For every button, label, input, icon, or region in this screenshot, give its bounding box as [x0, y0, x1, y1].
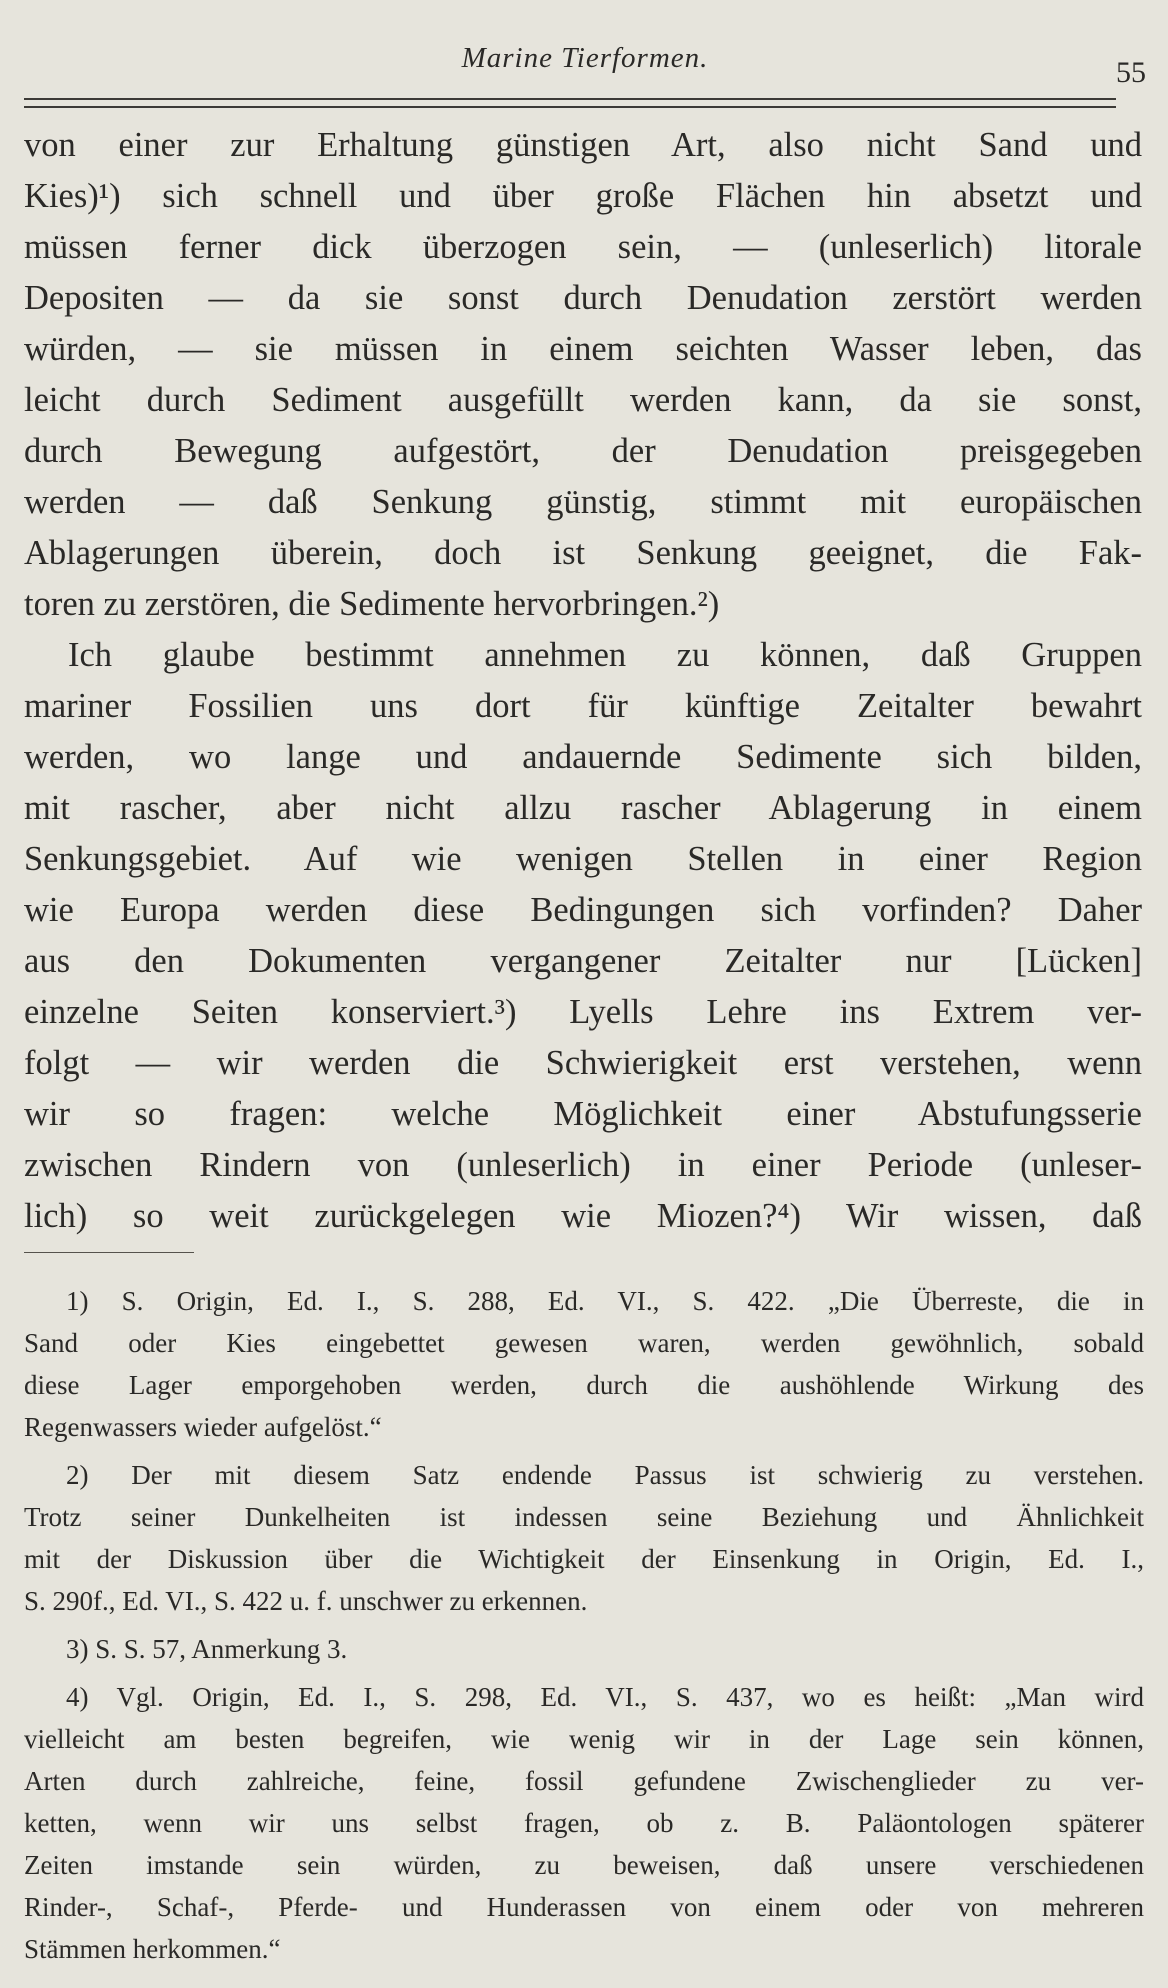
- body-line: von einer zur Erhaltung günstigen Art, also nicht Sand und: [24, 126, 1142, 164]
- footnote-line: 3) S. S. 57, Anmerkung 3.: [66, 1634, 348, 1664]
- body-line: mariner Fossilien uns dort für künftige Zeitalter bewahrt: [24, 687, 1142, 725]
- footnote-line: vielleicht am besten begreifen, wie wenig wir in der Lage sein können,: [24, 1724, 1144, 1754]
- footnote-line: 4) Vgl. Origin, Ed. I., S. 298, Ed. VI., S. 437, wo es heißt: „Man wird: [66, 1682, 1144, 1712]
- body-line: Depositen — da sie sonst durch Denudation zerstört werden: [24, 279, 1142, 317]
- body-line: mit rascher, aber nicht allzu rascher Ablagerung in einem: [24, 789, 1142, 827]
- body-line: werden, wo lange und andauernde Sedimente sich bilden,: [24, 738, 1142, 776]
- footnote-line: Sand oder Kies eingebettet gewesen waren, werden gewöhnlich, sobald: [24, 1328, 1144, 1358]
- body-line: wie Europa werden diese Bedingungen sich vorfinden? Daher: [24, 891, 1142, 929]
- body-line: leicht durch Sediment ausgefüllt werden kann, da sie sonst,: [24, 381, 1142, 419]
- page-number: 55: [1116, 56, 1146, 89]
- body-line: würden, — sie müssen in einem seichten Wasser leben, das: [24, 330, 1142, 368]
- body-line: werden — daß Senkung günstig, stimmt mit europäischen: [24, 483, 1142, 521]
- running-head: Marine Tierformen.: [461, 42, 709, 74]
- footnote-line: Stämmen herkommen.“: [24, 1934, 281, 1964]
- footnote-line: diese Lager emporgehoben werden, durch die aushöhlende Wirkung des: [24, 1370, 1144, 1400]
- footnote-line: 1) S. Origin, Ed. I., S. 288, Ed. VI., S. 422. „Die Überreste, die in: [66, 1286, 1144, 1316]
- footnote-line: Zeiten imstande sein würden, zu beweisen, daß unsere verschiedenen: [24, 1850, 1144, 1880]
- footnote-line: mit der Diskussion über die Wichtigkeit der Einsenkung in Origin, Ed. I.,: [24, 1544, 1144, 1574]
- footnote-line: Regenwassers wieder aufgelöst.“: [24, 1412, 382, 1442]
- footnote-line: Rinder-, Schaf-, Pferde- und Hunderassen von einem oder von mehreren: [24, 1892, 1144, 1922]
- body-line: lich) so weit zurückgelegen wie Miozen?⁴) Wir wissen, daß: [24, 1197, 1142, 1235]
- body-line: zwischen Rindern von (unleserlich) in einer Periode (unleser-: [24, 1146, 1142, 1184]
- header-double-rule: [24, 98, 1116, 108]
- footnote-line: Arten durch zahlreiche, feine, fossil gefundene Zwischenglieder zu ver-: [24, 1766, 1144, 1796]
- page-header: [24, 38, 1146, 104]
- body-line: durch Bewegung aufgestört, der Denudation preisgegeben: [24, 432, 1142, 470]
- footnote-line: ketten, wenn wir uns selbst fragen, ob z. B. Paläontologen späterer: [24, 1808, 1144, 1838]
- body-line: Kies)¹) sich schnell und über große Flächen hin absetzt und: [24, 177, 1142, 215]
- body-text: [24, 120, 1142, 1242]
- body-line: einzelne Seiten konserviert.³) Lyells Lehre ins Extrem ver-: [24, 993, 1142, 1031]
- footnotes: [24, 1280, 1144, 1970]
- body-line: aus den Dokumenten vergangener Zeitalter nur [Lücken]: [24, 942, 1142, 980]
- body-line: Ablagerungen überein, doch ist Senkung geeignet, die Fak-: [24, 534, 1142, 572]
- footnote-rule: [24, 1252, 194, 1253]
- body-line: Ich glaube bestimmt annehmen zu können, daß Gruppen: [68, 636, 1142, 674]
- body-line: toren zu zerstören, die Sedimente hervorbringen.²): [24, 585, 720, 623]
- footnote-line: S. 290f., Ed. VI., S. 422 u. f. unschwer zu erkennen.: [24, 1586, 588, 1616]
- body-line: Senkungsgebiet. Auf wie wenigen Stellen in einer Region: [24, 840, 1142, 878]
- footnote-line: 2) Der mit diesem Satz endende Passus ist schwierig zu verstehen.: [66, 1460, 1144, 1490]
- body-line: wir so fragen: welche Möglichkeit einer Abstufungsserie: [24, 1095, 1142, 1133]
- body-line: müssen ferner dick überzogen sein, — (unleserlich) litorale: [24, 228, 1142, 266]
- footnote-line: Trotz seiner Dunkelheiten ist indessen seine Beziehung und Ähnlichkeit: [24, 1502, 1144, 1532]
- body-line: folgt — wir werden die Schwierigkeit erst verstehen, wenn: [24, 1044, 1142, 1082]
